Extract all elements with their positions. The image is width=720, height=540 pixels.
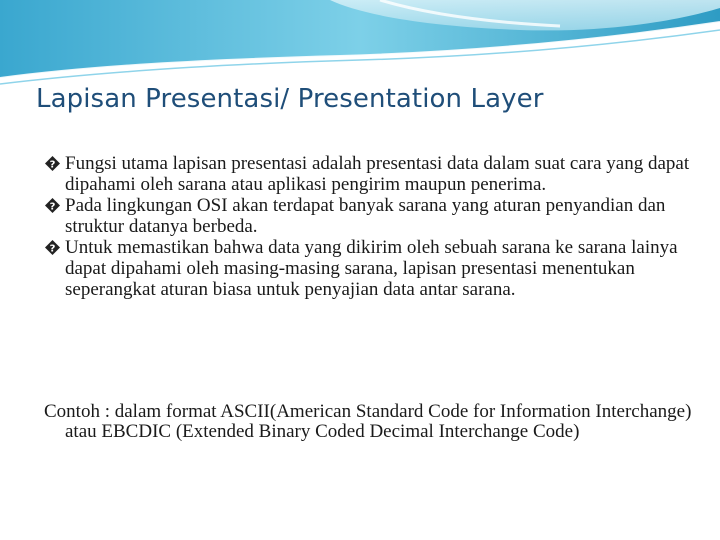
header-wave-decoration bbox=[0, 0, 720, 90]
replacement-character-icon bbox=[44, 239, 61, 256]
svg-text:?: ? bbox=[49, 159, 56, 171]
svg-text:?: ? bbox=[49, 243, 56, 255]
bullet-text: Fungsi utama lapisan presentasi adalah presentasi data dalam suat cara yang dapat dipahami oleh sarana atau aplikasi pengirim maupun penerima. bbox=[65, 153, 690, 195]
bullet-list bbox=[44, 153, 694, 300]
example-text: dalam format ASCII(American Standard Code for Information Interchange) atau EBCDIC (Extended Binary Coded Decimal Interchange Code) bbox=[65, 401, 692, 442]
example-paragraph bbox=[44, 402, 715, 442]
bullet-text: Untuk memastikan bahwa data yang dikirim oleh sebuah sarana ke sarana lainya dapat dipahami oleh masing-masing sarana, lapisan presentasi menentukan seperangkat aturan biasa untuk penyajian data antar sarana. bbox=[65, 237, 678, 300]
bullet-item bbox=[44, 153, 694, 195]
bullet-item bbox=[44, 237, 694, 300]
example-label: Contoh : bbox=[44, 401, 110, 422]
bullet-item bbox=[44, 195, 694, 237]
svg-text:?: ? bbox=[49, 201, 56, 213]
bullet-text: Pada lingkungan OSI akan terdapat banyak sarana yang aturan penyandian dan struktur datanya berbeda. bbox=[65, 195, 666, 237]
replacement-character-icon bbox=[44, 155, 61, 172]
slide-title: Lapisan Presentasi/ Presentation Layer bbox=[36, 84, 544, 114]
replacement-character-icon bbox=[44, 197, 61, 214]
